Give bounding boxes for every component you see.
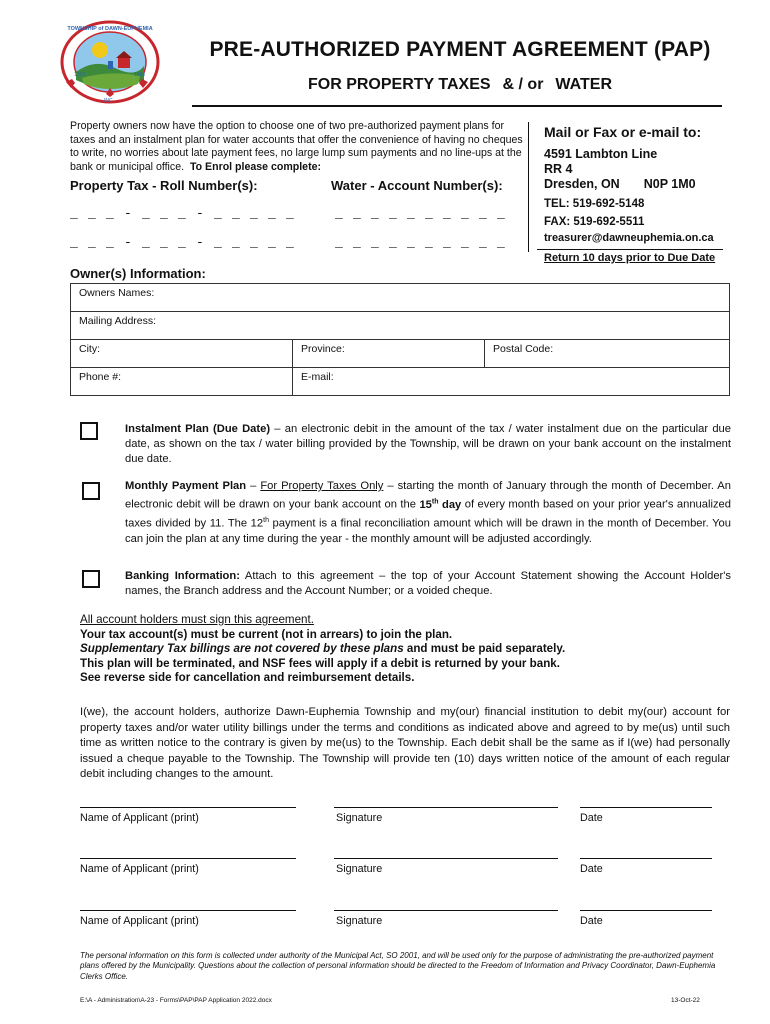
applicant-name-line[interactable] [80, 858, 296, 859]
date-line[interactable] [580, 910, 712, 911]
instalment-plan-checkbox[interactable] [80, 422, 98, 440]
svg-text:1970: 1970 [74, 72, 86, 78]
roll-number-field[interactable]: _ _ _ - _ _ _ - _ _ _ _ _ [70, 235, 296, 250]
province-field[interactable]: Province: [293, 340, 485, 368]
title-rule [192, 105, 722, 107]
date-line[interactable] [580, 858, 712, 859]
plan-rules: All account holders must sign this agreement. Your tax account(s) must be current (not in arrears) to join the plan. Supplementary Tax billings are not covered by these plans and must be paid separately. This plan will be terminated, and NSF fees will apply if a debit is returned by your bank. See reverse side for cancellation and reimbursement details. [80, 613, 566, 685]
township-logo [60, 20, 160, 104]
return-note: Return 10 days prior to Due Date [544, 252, 716, 264]
signature-label: Signature [336, 812, 383, 824]
monthly-plan-checkbox[interactable] [82, 482, 100, 500]
form-subtitle: FOR PROPERTY TAXES & / or WATER [307, 76, 613, 93]
mail-heading: Mail or Fax or e-mail to: [544, 124, 702, 140]
applicant-name-label: Name of Applicant (print) [80, 812, 199, 824]
contact-rule [537, 249, 723, 250]
water-account-field[interactable]: _ _ _ _ _ _ _ _ _ _ [335, 206, 507, 221]
date-label: Date [580, 915, 603, 927]
city-field[interactable]: City: [71, 340, 293, 368]
mailing-address-field[interactable]: Mailing Address: [71, 312, 730, 340]
privacy-notice: The personal information on this form is collected under authority of the Municipal Act, SO 2001, and will be used only for the purpose of administrating the pre-authorized payment plans offered by the Municipality. Questions about the collection of personal information should be directed to the Freedom of Information and Privacy Coordinator, Dawn-Euphemia Clerks Office. [80, 951, 716, 981]
roll-number-field[interactable]: _ _ _ - _ _ _ - _ _ _ _ _ [70, 206, 296, 221]
applicant-name-line[interactable] [80, 910, 296, 911]
authorization-paragraph: I(we), the account holders, authorize Dawn-Euphemia Township and my(our) financial institution to debit my(our) account for property taxes and/or water utility billings under the terms and conditions as indicated above and agreed to by me(us) until such time as written notice to the contrary is given by me(us) to the Township. Each debit shall be the same as if I(we) had personally issued a cheque payable to the Township. The Township will provide ten (10) days written notice of the amount of each regular debit including changes to the amount. [80, 706, 730, 781]
applicant-name-line[interactable] [80, 807, 296, 808]
contact-divider [528, 122, 529, 252]
svg-text:INC.: INC. [104, 98, 114, 104]
signature-line[interactable] [334, 807, 558, 808]
date-label: Date [580, 863, 603, 875]
roll-number-label: Property Tax - Roll Number(s): [70, 178, 258, 193]
form-title: PRE-AUTHORIZED PAYMENT AGREEMENT (PAP) [209, 38, 711, 61]
instalment-plan-text: Instalment Plan (Due Date) – an electronic debit in the amount of the tax / water instalment due on the particular due date, as shown on the tax / water billing provided by the Township, will be drawn on your bank account on the instalment due date. [125, 423, 732, 466]
svg-text:TOWNSHIP of DAWN-EUPHEMIA: TOWNSHIP of DAWN-EUPHEMIA [67, 26, 153, 32]
banking-info-text: Banking Information: Attach to this agreement – the top of your Account Statement showing the Account Holder's names, the Branch address and the Account Number; or a voided cheque. [125, 570, 731, 598]
file-path: E:\A - Administration\A-23 - Forms\PAP\PAP Application 2022.docx [80, 997, 272, 1004]
monthly-plan-text: Monthly Payment Plan – For Property Taxes Only – starting the month of January through the month of December. An electronic debit will be drawn on your bank account on the 15th day of every month based on your prior year's annualized taxes divided by 11. The 12th payment is a final reconciliation amount which will be drawn in the month of December. You can join the plan at any time during the year - the monthly amount will be adjusted accordingly. [125, 480, 732, 546]
banking-info-checkbox[interactable] [82, 570, 100, 588]
date-label: Date [580, 812, 603, 824]
svg-text:1988: 1988 [134, 72, 146, 78]
signature-label: Signature [336, 915, 383, 927]
signature-line[interactable] [334, 858, 558, 859]
signature-label: Signature [336, 863, 383, 875]
signature-line[interactable] [334, 910, 558, 911]
owners-heading: Owner(s) Information: [70, 266, 206, 281]
owners-names-field[interactable]: Owners Names: [71, 284, 730, 312]
applicant-name-label: Name of Applicant (print) [80, 863, 199, 875]
email-field[interactable]: E-mail: [293, 368, 730, 396]
phone-field[interactable]: Phone #: [71, 368, 293, 396]
date-line[interactable] [580, 807, 712, 808]
water-account-label: Water - Account Number(s): [331, 178, 503, 193]
postal-code-field[interactable]: Postal Code: [485, 340, 730, 368]
footer-date: 13-Oct-22 [671, 997, 700, 1004]
phone-fax: TEL: 519-692-5148 FAX: 519-692-5511 [544, 198, 645, 228]
owner-info-table [70, 283, 730, 396]
water-account-field[interactable]: _ _ _ _ _ _ _ _ _ _ [335, 235, 507, 250]
applicant-name-label: Name of Applicant (print) [80, 915, 199, 927]
intro-paragraph: Property owners now have the option to choose one of two pre-authorized payment plans for taxes and an instalment plan for water accounts that offer the convenience of having no cheques to write, no worries about late payment fees, no large lump sum payments and no line-ups at the bank or municipal office. To Enrol please complete: [70, 120, 523, 173]
township-address: 4591 Lambton Line RR 4 Dresden, ON N0P 1M0 [544, 147, 696, 191]
contact-email: treasurer@dawneuphemia.on.ca [544, 232, 714, 244]
